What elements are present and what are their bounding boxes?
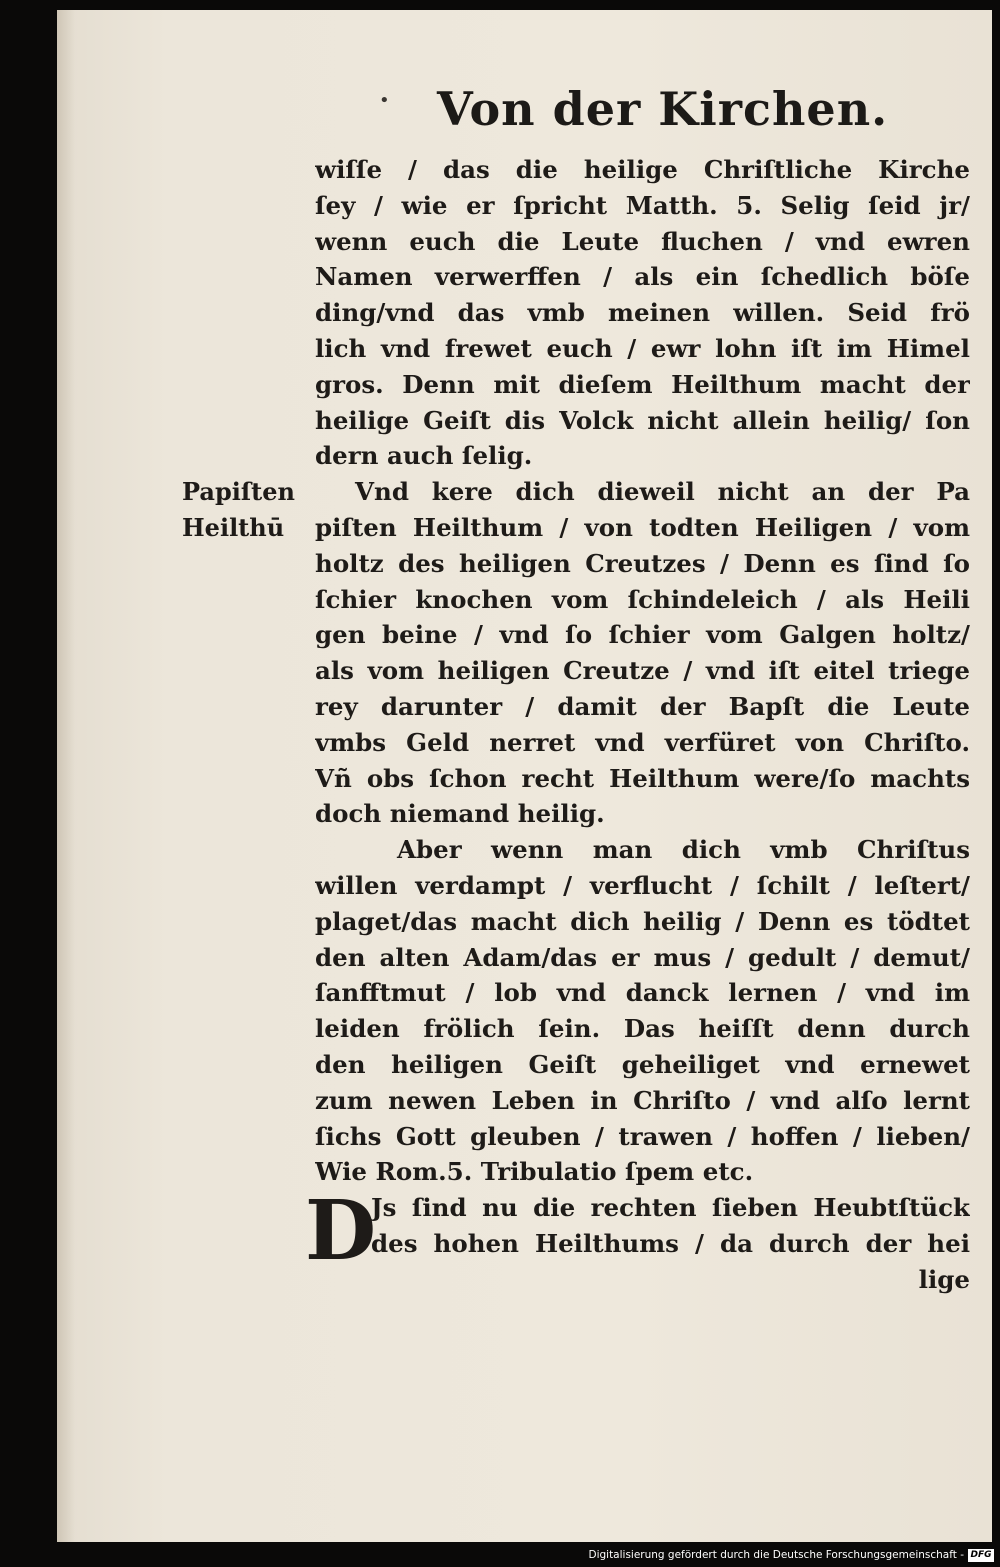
text-line: als vom heiligen Creutze / vnd iſt eitel triege	[315, 656, 970, 686]
body-text	[305, 152, 970, 1298]
margin-note-line: Papiſten	[182, 477, 295, 506]
text-line: des hohen Heilthums / da durch der hei	[371, 1228, 970, 1258]
text-line: Vñ obs ſchon recht Heilthum were/ſo machts	[315, 763, 970, 793]
text-line: willen verdampt / verflucht / ſchilt / leſtert/	[315, 870, 970, 900]
text-line: gen beine / vnd ſo ſchier vom Galgen holtz/	[315, 620, 970, 650]
text-line: den alten Adam/das er mus / gedult / demut/	[315, 942, 970, 972]
scanned-page	[57, 10, 992, 1542]
catchword: lige	[918, 1264, 970, 1294]
text-line: plaget/das macht dich heilig / Denn es tödtet	[315, 906, 970, 936]
text-line: Vnd kere dich dieweil nicht an der Pa	[355, 477, 970, 507]
running-head: Von der Kirchen.	[437, 82, 889, 136]
text-line: vmbs Geld nerret vnd verfüret von Chriſto.	[315, 727, 970, 757]
margin-note-line: Heilthū	[182, 513, 285, 542]
text-line: wenn euch die Leute fluchen / vnd ewren	[315, 226, 970, 256]
text-line: gros. Denn mit dieſem Heilthum macht der	[315, 369, 970, 399]
text-line: den heiligen Geiſt geheiliget vnd ernewet	[315, 1049, 970, 1079]
text-line: Wie Rom.5. Tribulatio ſpem etc.	[315, 1157, 754, 1187]
text-line: ſey / wie er ſpricht Matth. 5. Selig ſeid jr/	[315, 190, 970, 220]
text-line: ding/vnd das vmb meinen willen. Seid frö	[315, 298, 970, 328]
head-mark: •	[379, 90, 390, 111]
dfg-logo: DFG	[968, 1549, 994, 1562]
text-line: Aber wenn man dich vmb Chriſtus	[397, 835, 970, 865]
page-edge-shadow	[57, 10, 75, 1542]
text-line: ſichs Gott gleuben / trawen / hoffen / lieben/	[315, 1121, 970, 1151]
text-line: rey darunter / damit der Bapſt die Leute	[315, 691, 970, 721]
initial-letter: D	[305, 1183, 377, 1280]
text-line: heilige Geiſt dis Volck nicht allein heilig/ ſon	[315, 405, 970, 435]
text-line: lich vnd frewet euch / ewr lohn iſt im Himel	[315, 333, 970, 363]
text-line: holtz des heiligen Creutzes / Denn es ſind ſo	[315, 548, 970, 578]
text-line: leiden frölich ſein. Das heiſſt denn durch	[315, 1014, 970, 1044]
text-line: piſten Heilthum / von todten Heiligen / vom	[315, 512, 970, 542]
text-line: Js ſind nu die rechten ſieben Heubtſtück	[371, 1193, 970, 1223]
text-line: wiſſe / das die heilige Chriſtliche Kirche	[315, 155, 970, 184]
text-line: zum newen Leben in Chriſto / vnd alſo lernt	[315, 1085, 970, 1115]
text-line: doch niemand heilig.	[315, 799, 605, 829]
footer-credit: Digitalisierung gefördert durch die Deutsche Forschungsgemeinschaft -	[588, 1549, 964, 1561]
text-line: ſchier knochen vom ſchindeleich / als Heili	[315, 584, 970, 614]
text-line: ſanfftmut / lob vnd danck lernen / vnd im	[315, 978, 970, 1008]
text-line: Namen verwerffen / als ein ſchedlich böſe	[315, 262, 970, 292]
margin-note	[182, 474, 295, 546]
text-line: dern auch ſelig.	[315, 441, 533, 471]
